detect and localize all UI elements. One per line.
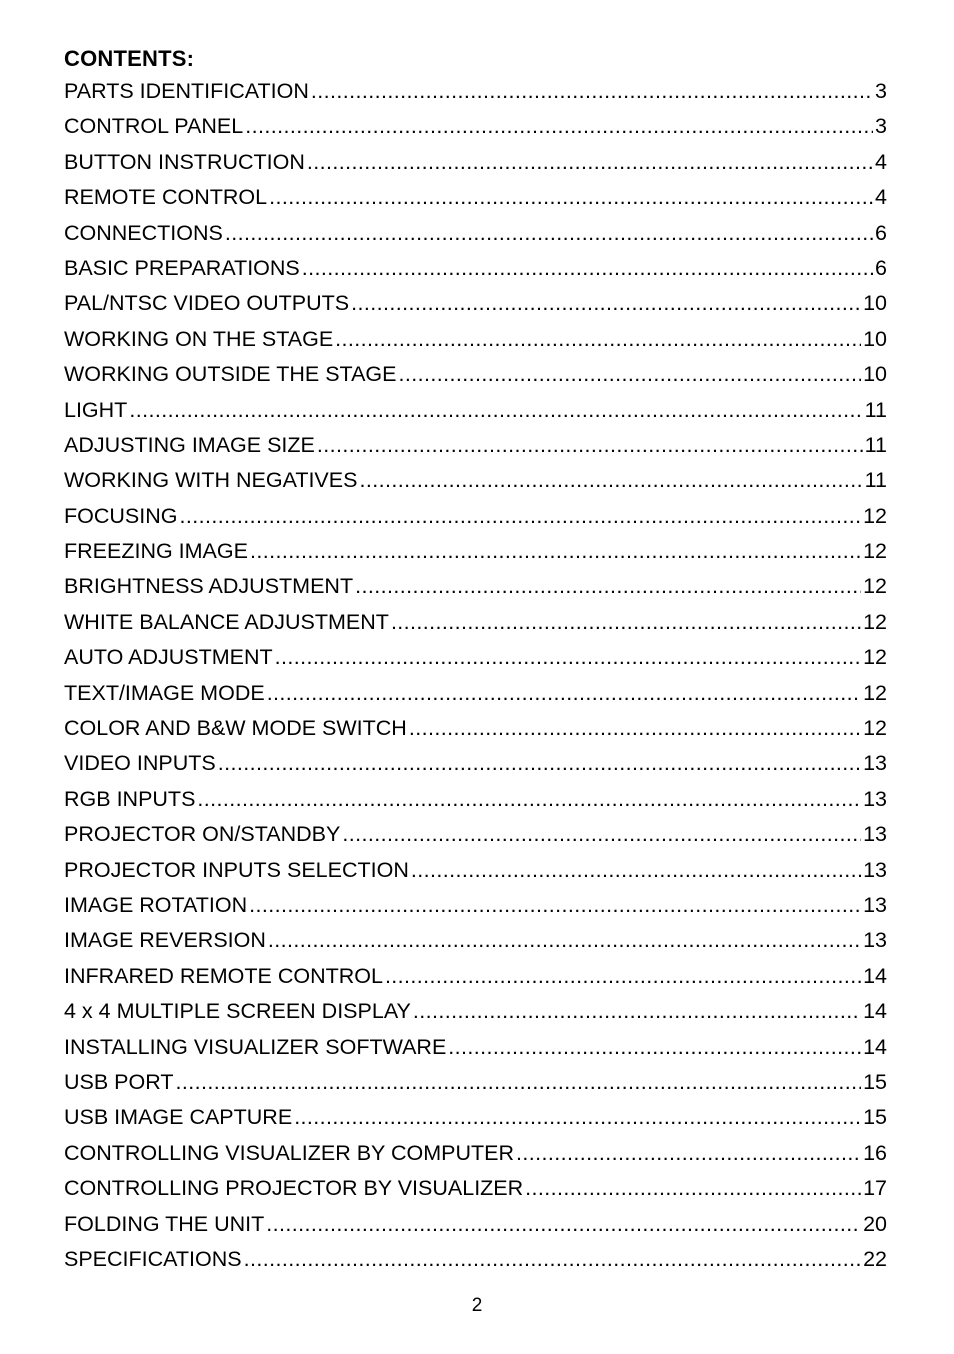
toc-entry xyxy=(64,888,887,923)
toc-entry-page: 16 xyxy=(863,1140,887,1165)
toc-entry-title: FOLDING THE UNIT xyxy=(64,1211,265,1236)
toc-entry-page: 12 xyxy=(863,574,887,599)
dot-leader xyxy=(398,357,861,392)
toc-entry-title: BASIC PREPARATIONS xyxy=(64,255,300,280)
toc-entry-title: PARTS IDENTIFICATION xyxy=(64,79,309,103)
toc-entry xyxy=(64,1136,887,1171)
toc-entry-title: FREEZING IMAGE xyxy=(64,539,248,564)
contents-heading: CONTENTS: xyxy=(64,46,195,71)
dot-leader xyxy=(176,1065,862,1100)
toc-entry xyxy=(64,357,887,392)
toc-entry-page: 22 xyxy=(863,1246,887,1271)
toc-entry-title: INFRARED REMOTE CONTROL xyxy=(64,963,383,988)
toc-entry-page: 3 xyxy=(875,114,887,139)
toc-entry-title: VIDEO INPUTS xyxy=(64,751,216,776)
toc-entry-title: PROJECTOR INPUTS SELECTION xyxy=(64,857,409,882)
dot-leader xyxy=(250,534,861,569)
toc-entry-page: 12 xyxy=(863,609,887,634)
toc-entry-title: FOCUSING xyxy=(64,503,178,528)
toc-entry-page: 11 xyxy=(864,432,887,457)
toc-entry xyxy=(64,1030,887,1065)
toc-entry-title: WORKING OUTSIDE THE STAGE xyxy=(64,362,397,387)
toc-entry-page: 13 xyxy=(863,857,887,882)
toc-entry-page: 6 xyxy=(875,255,887,280)
toc-entry xyxy=(64,640,887,675)
toc-entry-title: RGB INPUTS xyxy=(64,786,196,811)
toc-entry-title: USB PORT xyxy=(64,1069,174,1094)
toc-entry xyxy=(64,74,887,109)
toc-entry-title: CONNECTIONS xyxy=(64,220,223,245)
toc-entry xyxy=(64,959,887,994)
toc-entry xyxy=(64,1242,887,1277)
toc-entry-title: LIGHT xyxy=(64,397,128,422)
toc-entry xyxy=(64,499,887,534)
toc-entry xyxy=(64,994,887,1029)
dot-leader xyxy=(267,676,861,711)
toc-entry xyxy=(64,1207,887,1242)
toc-entry xyxy=(64,109,887,144)
dot-leader xyxy=(359,463,862,498)
dot-leader xyxy=(317,428,863,463)
dot-leader xyxy=(516,1136,861,1171)
toc-entry-title: WORKING WITH NEGATIVES xyxy=(64,468,358,493)
toc-entry-page: 12 xyxy=(863,645,887,670)
toc-entry-page: 12 xyxy=(863,539,887,564)
toc-entry-title: IMAGE REVERSION xyxy=(64,928,266,953)
toc-entry xyxy=(64,923,887,958)
toc-entry-title: WORKING ON THE STAGE xyxy=(64,326,334,351)
toc-entry-title: WHITE BALANCE ADJUSTMENT xyxy=(64,609,389,634)
toc-entry-page: 14 xyxy=(863,1034,887,1059)
toc-entry xyxy=(64,428,887,463)
toc-entry xyxy=(64,569,887,604)
toc-entry-page: 11 xyxy=(864,397,887,422)
toc-entry-page: 4 xyxy=(875,149,887,174)
toc-entry-page: 13 xyxy=(863,751,887,776)
toc-entry-title: CONTROLLING VISUALIZER BY COMPUTER xyxy=(64,1140,514,1165)
toc-entry-title: CONTROLLING PROJECTOR BY VISUALIZER xyxy=(64,1176,524,1201)
toc-entry-title: AUTO ADJUSTMENT xyxy=(64,645,273,670)
toc-entry-title: COLOR AND B&W MODE SWITCH xyxy=(64,716,407,741)
toc-entry xyxy=(64,605,887,640)
toc-entry-page: 11 xyxy=(864,468,887,493)
dot-leader xyxy=(335,322,861,357)
toc-entry xyxy=(64,1100,887,1135)
dot-leader xyxy=(244,1242,861,1277)
toc-entry xyxy=(64,1171,887,1206)
dot-leader xyxy=(525,1171,861,1206)
toc-entry xyxy=(64,393,887,428)
table-of-contents xyxy=(64,74,887,1277)
dot-leader xyxy=(307,145,873,180)
toc-entry-title: SPECIFICATIONS xyxy=(64,1246,242,1271)
toc-entry xyxy=(64,676,887,711)
toc-entry-page: 14 xyxy=(863,999,887,1024)
toc-entry-title: INSTALLING VISUALIZER SOFTWARE xyxy=(64,1034,447,1059)
toc-entry-page: 12 xyxy=(863,503,887,528)
toc-entry-page: 13 xyxy=(863,928,887,953)
toc-entry-page: 4 xyxy=(875,185,887,210)
dot-leader xyxy=(448,1030,861,1065)
dot-leader xyxy=(409,711,861,746)
toc-entry xyxy=(64,746,887,781)
toc-entry-title: ADJUSTING IMAGE SIZE xyxy=(64,432,315,457)
toc-entry xyxy=(64,817,887,852)
dot-leader xyxy=(302,251,873,286)
dot-leader xyxy=(225,216,873,251)
dot-leader xyxy=(245,109,873,144)
toc-entry-page: 10 xyxy=(863,362,887,387)
toc-entry-page: 3 xyxy=(875,79,887,103)
toc-entry-page: 15 xyxy=(863,1105,887,1130)
toc-entry xyxy=(64,322,887,357)
toc-entry-title: USB IMAGE CAPTURE xyxy=(64,1105,293,1130)
dot-leader xyxy=(249,888,861,923)
toc-entry-page: 17 xyxy=(863,1176,887,1201)
dot-leader xyxy=(275,640,861,675)
toc-entry-title: PAL/NTSC VIDEO OUTPUTS xyxy=(64,291,350,316)
toc-entry xyxy=(64,180,887,215)
dot-leader xyxy=(294,1100,861,1135)
toc-entry-page: 6 xyxy=(875,220,887,245)
dot-leader xyxy=(411,853,861,888)
toc-entry xyxy=(64,145,887,180)
dot-leader xyxy=(129,393,862,428)
toc-entry-title: TEXT/IMAGE MODE xyxy=(64,680,265,705)
dot-leader xyxy=(197,782,861,817)
dot-leader xyxy=(355,569,861,604)
toc-entry-page: 12 xyxy=(863,716,887,741)
dot-leader xyxy=(179,499,861,534)
dot-leader xyxy=(268,923,861,958)
toc-entry-page: 12 xyxy=(863,680,887,705)
dot-leader xyxy=(218,746,861,781)
dot-leader xyxy=(342,817,861,852)
page-number: 2 xyxy=(471,1295,483,1316)
toc-entry-page: 13 xyxy=(863,892,887,917)
toc-entry-title: IMAGE ROTATION xyxy=(64,892,248,917)
toc-entry-title: BUTTON INSTRUCTION xyxy=(64,149,305,174)
document-page xyxy=(64,44,887,1277)
toc-entry-page: 10 xyxy=(863,326,887,351)
toc-entry-title: CONTROL PANEL xyxy=(64,114,244,139)
toc-entry-page: 13 xyxy=(863,822,887,847)
toc-entry xyxy=(64,286,887,321)
toc-entry xyxy=(64,1065,887,1100)
toc-entry-page: 13 xyxy=(863,786,887,811)
dot-leader xyxy=(269,180,873,215)
toc-entry-title: 4 x 4 MULTIPLE SCREEN DISPLAY xyxy=(64,999,411,1024)
toc-entry xyxy=(64,534,887,569)
dot-leader xyxy=(385,959,861,994)
toc-entry xyxy=(64,711,887,746)
toc-entry-page: 14 xyxy=(863,963,887,988)
toc-entry-page: 15 xyxy=(863,1069,887,1094)
toc-entry-page: 20 xyxy=(863,1211,887,1236)
toc-entry xyxy=(64,782,887,817)
toc-entry xyxy=(64,251,887,286)
toc-entry xyxy=(64,463,887,498)
toc-entry-title: PROJECTOR ON/STANDBY xyxy=(64,822,341,847)
toc-entry-page: 10 xyxy=(863,291,887,316)
dot-leader xyxy=(351,286,861,321)
toc-entry xyxy=(64,216,887,251)
dot-leader xyxy=(266,1207,861,1242)
toc-entry-title: REMOTE CONTROL xyxy=(64,185,268,210)
dot-leader xyxy=(413,994,861,1029)
toc-entry-title: BRIGHTNESS ADJUSTMENT xyxy=(64,574,354,599)
dot-leader xyxy=(391,605,861,640)
toc-entry xyxy=(64,853,887,888)
dot-leader xyxy=(311,74,873,109)
